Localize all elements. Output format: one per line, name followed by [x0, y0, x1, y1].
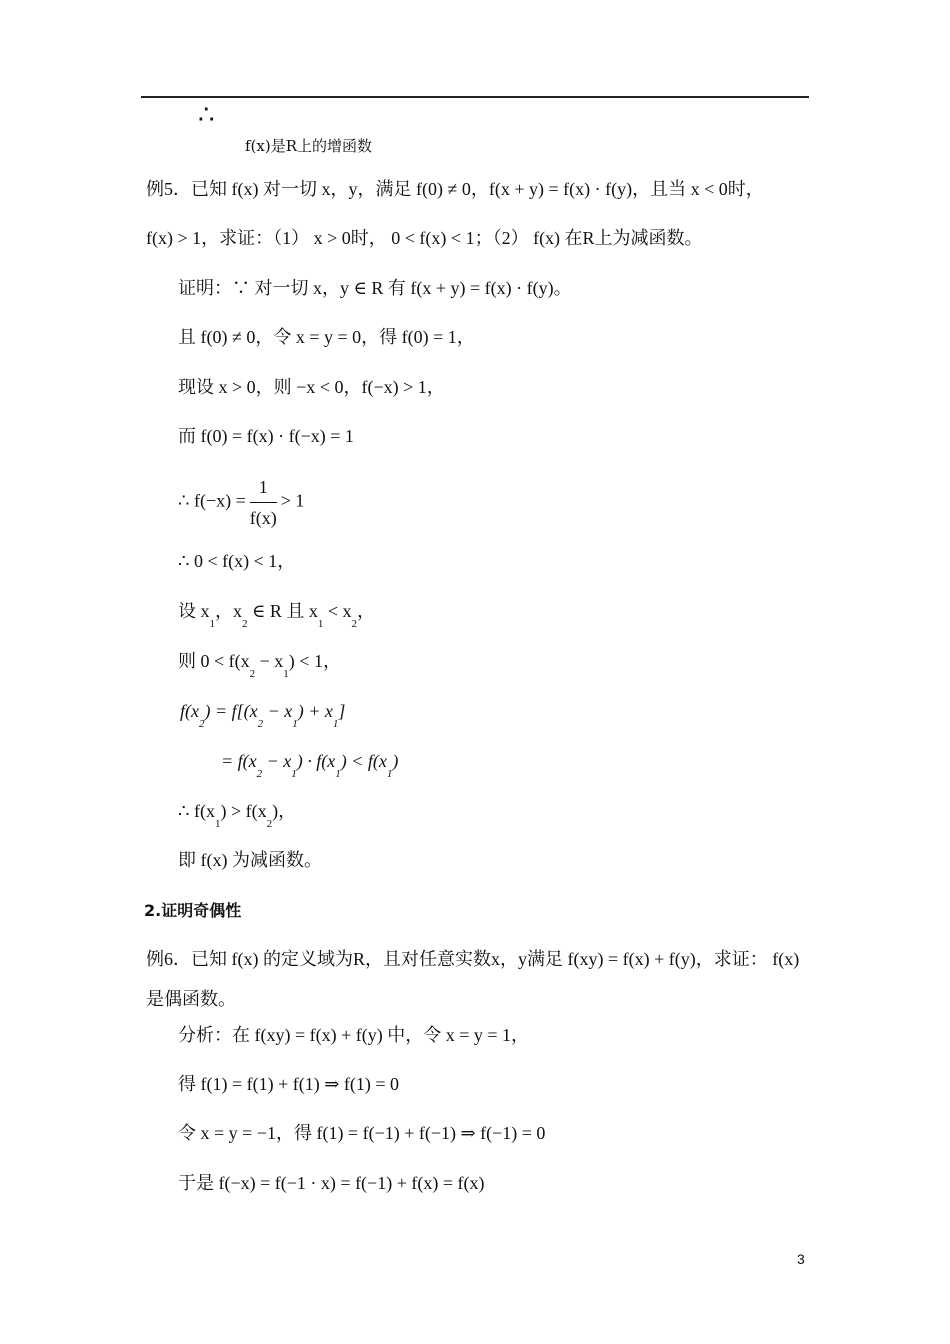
then-text-c: ) < 1，	[288, 651, 341, 671]
subscript: 1	[291, 768, 297, 780]
set-text-e: ，	[357, 601, 375, 621]
proof-line-1: 证明：∵ 对一切 x，y ∈ R 有 f(x + y) = f(x) · f(y)。	[178, 278, 572, 298]
set-text-c: ∈ R 且 x	[247, 601, 318, 621]
proof-line-2: 且 f(0) ≠ 0，令 x = y = 0，得 f(0) = 1，	[178, 327, 475, 347]
proof-fx2-line	[180, 700, 346, 730]
subscript: 1	[209, 618, 215, 630]
then-text-b: − x	[255, 651, 284, 671]
fraction-line	[178, 474, 304, 531]
fx2-text-e: ]	[338, 701, 346, 721]
example6-statement-line2: 是偶函数。	[146, 989, 236, 1009]
eq-text-e: )	[392, 751, 399, 771]
proof-therefore-line	[178, 800, 297, 830]
analysis-line-1: 分析：在 f(xy) = f(x) + f(y) 中，令 x = y = 1，	[178, 1025, 530, 1045]
page-number: 3	[797, 1251, 805, 1267]
subscript: 2	[198, 718, 205, 730]
fraction	[250, 474, 277, 531]
ther-text-b: ) > f(x	[220, 801, 267, 821]
fraction-prefix: ∴ f(−x) =	[178, 490, 246, 511]
fx2-text-b: ) = f[(x	[204, 701, 258, 721]
proof-final-line: 即 f(x) 为减函数。	[178, 850, 322, 870]
fx2-text-a: f(x	[180, 701, 199, 721]
eq-text-b: − x	[262, 751, 292, 771]
eq-text-a: = f(x	[221, 751, 257, 771]
example5-statement-line2: f(x) > 1，求证：（1） x > 0时， 0 < f(x) < 1；（2） f(x) 在R上为减函数。	[146, 228, 703, 248]
proof-set-line	[178, 600, 375, 630]
then-text-a: 则 0 < f(x	[178, 651, 250, 671]
subscript: 2	[266, 818, 273, 830]
eq-text-d: ) < f(x	[340, 751, 387, 771]
proof-line-3: 现设 x > 0，则 −x < 0，f(−x) > 1，	[178, 377, 445, 397]
section-heading: 2.证明奇偶性	[144, 901, 242, 920]
proof-equality-line	[221, 750, 399, 780]
proof-then-line	[178, 650, 341, 680]
subscript: 1	[335, 768, 341, 780]
subscript: 1	[386, 768, 393, 780]
fraction-numerator: 1	[250, 474, 277, 503]
fx2-text-d: ) + x	[297, 701, 333, 721]
ther-text-c: )，	[272, 801, 297, 821]
subscript: 2	[257, 718, 264, 730]
fx2-text-c: − x	[263, 701, 293, 721]
subscript: 1	[317, 618, 324, 630]
analysis-line-2: 得 f(1) = f(1) + f(1) ⇒ f(1) = 0	[178, 1074, 399, 1094]
proof-line-4: 而 f(0) = f(x) · f(−x) = 1	[178, 426, 354, 446]
eq-text-c: ) · f(x	[296, 751, 336, 771]
increasing-function-conclusion: f(x)是R上的增函数	[245, 137, 373, 155]
subscript: 1	[292, 718, 298, 730]
header-rule	[141, 96, 809, 98]
example6-statement-line1: 例6．已知 f(x) 的定义域为R，且对任意实数x，y满足 f(xy) = f(x) + f(y)，求证： f(x)	[146, 949, 800, 969]
fraction-suffix: > 1	[280, 490, 305, 511]
subscript: 1	[214, 818, 221, 830]
analysis-line-4: 于是 f(−x) = f(−1 · x) = f(−1) + f(x) = f(x)	[178, 1173, 485, 1193]
fraction-denominator: f(x)	[249, 508, 277, 528]
set-text-d: < x	[323, 601, 352, 621]
ther-text-a: ∴ f(x	[178, 801, 215, 821]
analysis-line-3: 令 x = y = −1，得 f(1) = f(−1) + f(−1) ⇒ f(−1) = 0	[178, 1123, 546, 1143]
example5-statement-line1: 例5．已知 f(x) 对一切 x，y，满足 f(0) ≠ 0，f(x + y) = f(x) · f(y)，且当 x < 0时，	[146, 179, 764, 199]
subscript: 2	[242, 618, 248, 630]
set-text-a: 设 x	[178, 601, 210, 621]
subscript: 1	[332, 718, 339, 730]
set-text-b: ，x	[215, 601, 242, 621]
therefore-symbol: ∴	[198, 100, 215, 130]
subscript: 2	[256, 768, 263, 780]
subscript: 2	[249, 668, 256, 680]
proof-bound-line: ∴ 0 < f(x) < 1，	[178, 551, 296, 571]
subscript: 1	[283, 668, 289, 680]
subscript: 2	[351, 618, 357, 630]
